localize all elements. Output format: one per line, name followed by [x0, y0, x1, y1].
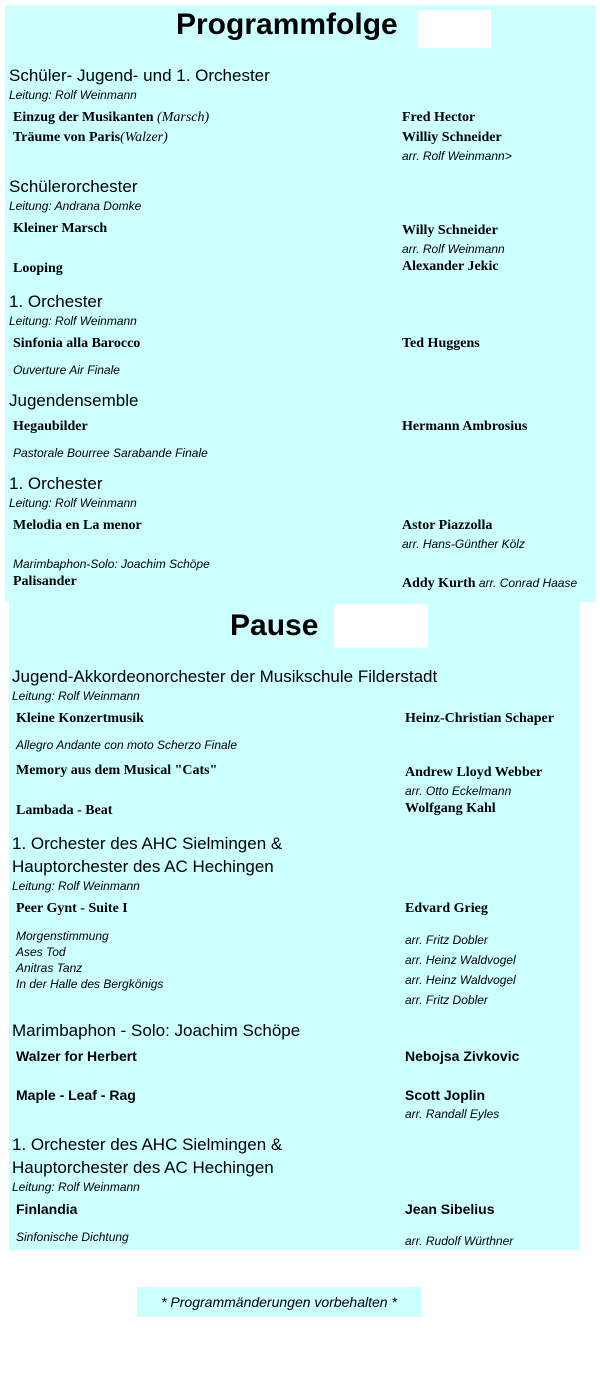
piece-title: Hegaubilder: [13, 419, 88, 434]
arranger: arr. Hans-Günther Kölz: [402, 537, 525, 551]
composer: Edvard Grieg: [405, 901, 488, 916]
composer-name: Addy Kurth: [402, 576, 476, 591]
soloist-line: Marimbaphon-Solo: Joachim Schöpe: [13, 557, 210, 571]
piece-title: Memory aus dem Musical "Cats": [16, 763, 218, 778]
arranger: arr. Rolf Weinmann>: [402, 149, 512, 163]
composer: [402, 574, 577, 592]
section-heading-line-2: Hauptorchester des AC Hechingen: [12, 1158, 274, 1177]
movement-item: Ases Tod: [16, 945, 66, 959]
section-heading: Schülerorchester: [9, 177, 138, 196]
arranger: arr. Rolf Weinmann: [402, 242, 505, 256]
conductor-line: Leitung: Rolf Weinmann: [9, 496, 137, 510]
composer: Nebojsa Zivkovic: [405, 1048, 520, 1064]
movements: Allegro Andante con moto Scherzo Finale: [16, 738, 238, 752]
piece-title: Kleine Konzertmusik: [16, 711, 144, 726]
composer: Ted Huggens: [402, 336, 480, 351]
movement-item: In der Halle des Bergkönigs: [16, 977, 164, 991]
section-heading: Marimbaphon - Solo: Joachim Schöpe: [12, 1021, 301, 1040]
piece-title-text: Einzug der Musikanten: [13, 110, 158, 125]
section-heading: Schüler- Jugend- und 1. Orchester: [9, 66, 270, 85]
composer: Jean Sibelius: [405, 1201, 495, 1217]
conductor-line: Leitung: Rolf Weinmann: [9, 88, 137, 102]
piece-form: (Walzer): [120, 130, 168, 145]
piece-title: Palisander: [13, 574, 77, 589]
composer: Hermann Ambrosius: [402, 419, 528, 434]
composer: Williy Schneider: [402, 130, 502, 145]
piece-title: [13, 130, 168, 146]
piece-title: Maple - Leaf - Rag: [16, 1087, 136, 1103]
arranger: arr. Conrad Haase: [475, 576, 578, 590]
piece-title: Kleiner Marsch: [13, 221, 108, 236]
conductor-line: Leitung: Rolf Weinmann: [12, 1180, 140, 1194]
composer: Alexander Jekic: [402, 259, 499, 274]
section-heading-line-2: Hauptorchester des AC Hechingen: [12, 857, 274, 876]
title-blank-box: [417, 10, 491, 48]
section-heading-line-1: 1. Orchester des AHC Sielmingen &: [12, 834, 283, 853]
page-title: Programmfolge: [176, 8, 398, 41]
piece-title-text: Träume von Paris: [13, 130, 121, 145]
piece-title: Sinfonia alla Barocco: [13, 336, 141, 351]
composer: Astor Piazzolla: [402, 518, 493, 533]
section-heading: 1. Orchester: [9, 292, 103, 311]
conductor-line: Leitung: Rolf Weinmann: [9, 314, 137, 328]
movements: Sinfonische Dichtung: [16, 1230, 129, 1244]
pause-heading: Pause: [230, 609, 319, 642]
composer: Willy Schneider: [402, 223, 498, 238]
composer: Fred Hector: [402, 110, 476, 125]
arranger: arr. Fritz Dobler: [405, 993, 488, 1007]
arranger: arr. Fritz Dobler: [405, 933, 488, 947]
piece-title: Peer Gynt - Suite I: [16, 901, 128, 916]
piece-title: Walzer for Herbert: [16, 1048, 137, 1064]
piece-title: Melodia en La menor: [13, 518, 142, 533]
section-heading: Jugend-Akkordeonorchester der Musikschule Filderstadt: [12, 667, 438, 686]
piece-form: (Marsch): [157, 110, 210, 125]
movements: Ouverture Air Finale: [13, 363, 120, 377]
section-heading: Jugendensemble: [9, 391, 139, 410]
arranger: arr. Rudolf Würthner: [405, 1234, 514, 1248]
pause-blank-box: [334, 604, 428, 648]
movements: Pastorale Bourree Sarabande Finale: [13, 446, 208, 460]
conductor-line: Leitung: Andrana Domke: [9, 199, 142, 213]
arranger: arr. Randall Eyles: [405, 1107, 500, 1121]
composer: Scott Joplin: [405, 1087, 486, 1103]
composer: Andrew Lloyd Webber: [405, 765, 543, 780]
arranger: arr. Heinz Waldvogel: [405, 973, 516, 987]
footnote: * Programmänderungen vorbehalten *: [137, 1287, 421, 1317]
composer: Wolfgang Kahl: [405, 801, 496, 816]
piece-title: Lambada - Beat: [16, 803, 113, 818]
piece-title: [13, 110, 209, 126]
section-heading-line-1: 1. Orchester des AHC Sielmingen &: [12, 1135, 283, 1154]
piece-title: Looping: [13, 261, 63, 276]
movement-item: Anitras Tanz: [16, 961, 83, 975]
movement-item: Morgenstimmung: [16, 929, 109, 943]
section-heading: 1. Orchester: [9, 474, 103, 493]
conductor-line: Leitung: Rolf Weinmann: [12, 689, 140, 703]
composer: Heinz-Christian Schaper: [405, 711, 554, 726]
arranger: arr. Heinz Waldvogel: [405, 953, 516, 967]
conductor-line: Leitung: Rolf Weinmann: [12, 879, 140, 893]
arranger: arr. Otto Eckelmann: [405, 784, 512, 798]
piece-title: Finlandia: [16, 1201, 78, 1217]
